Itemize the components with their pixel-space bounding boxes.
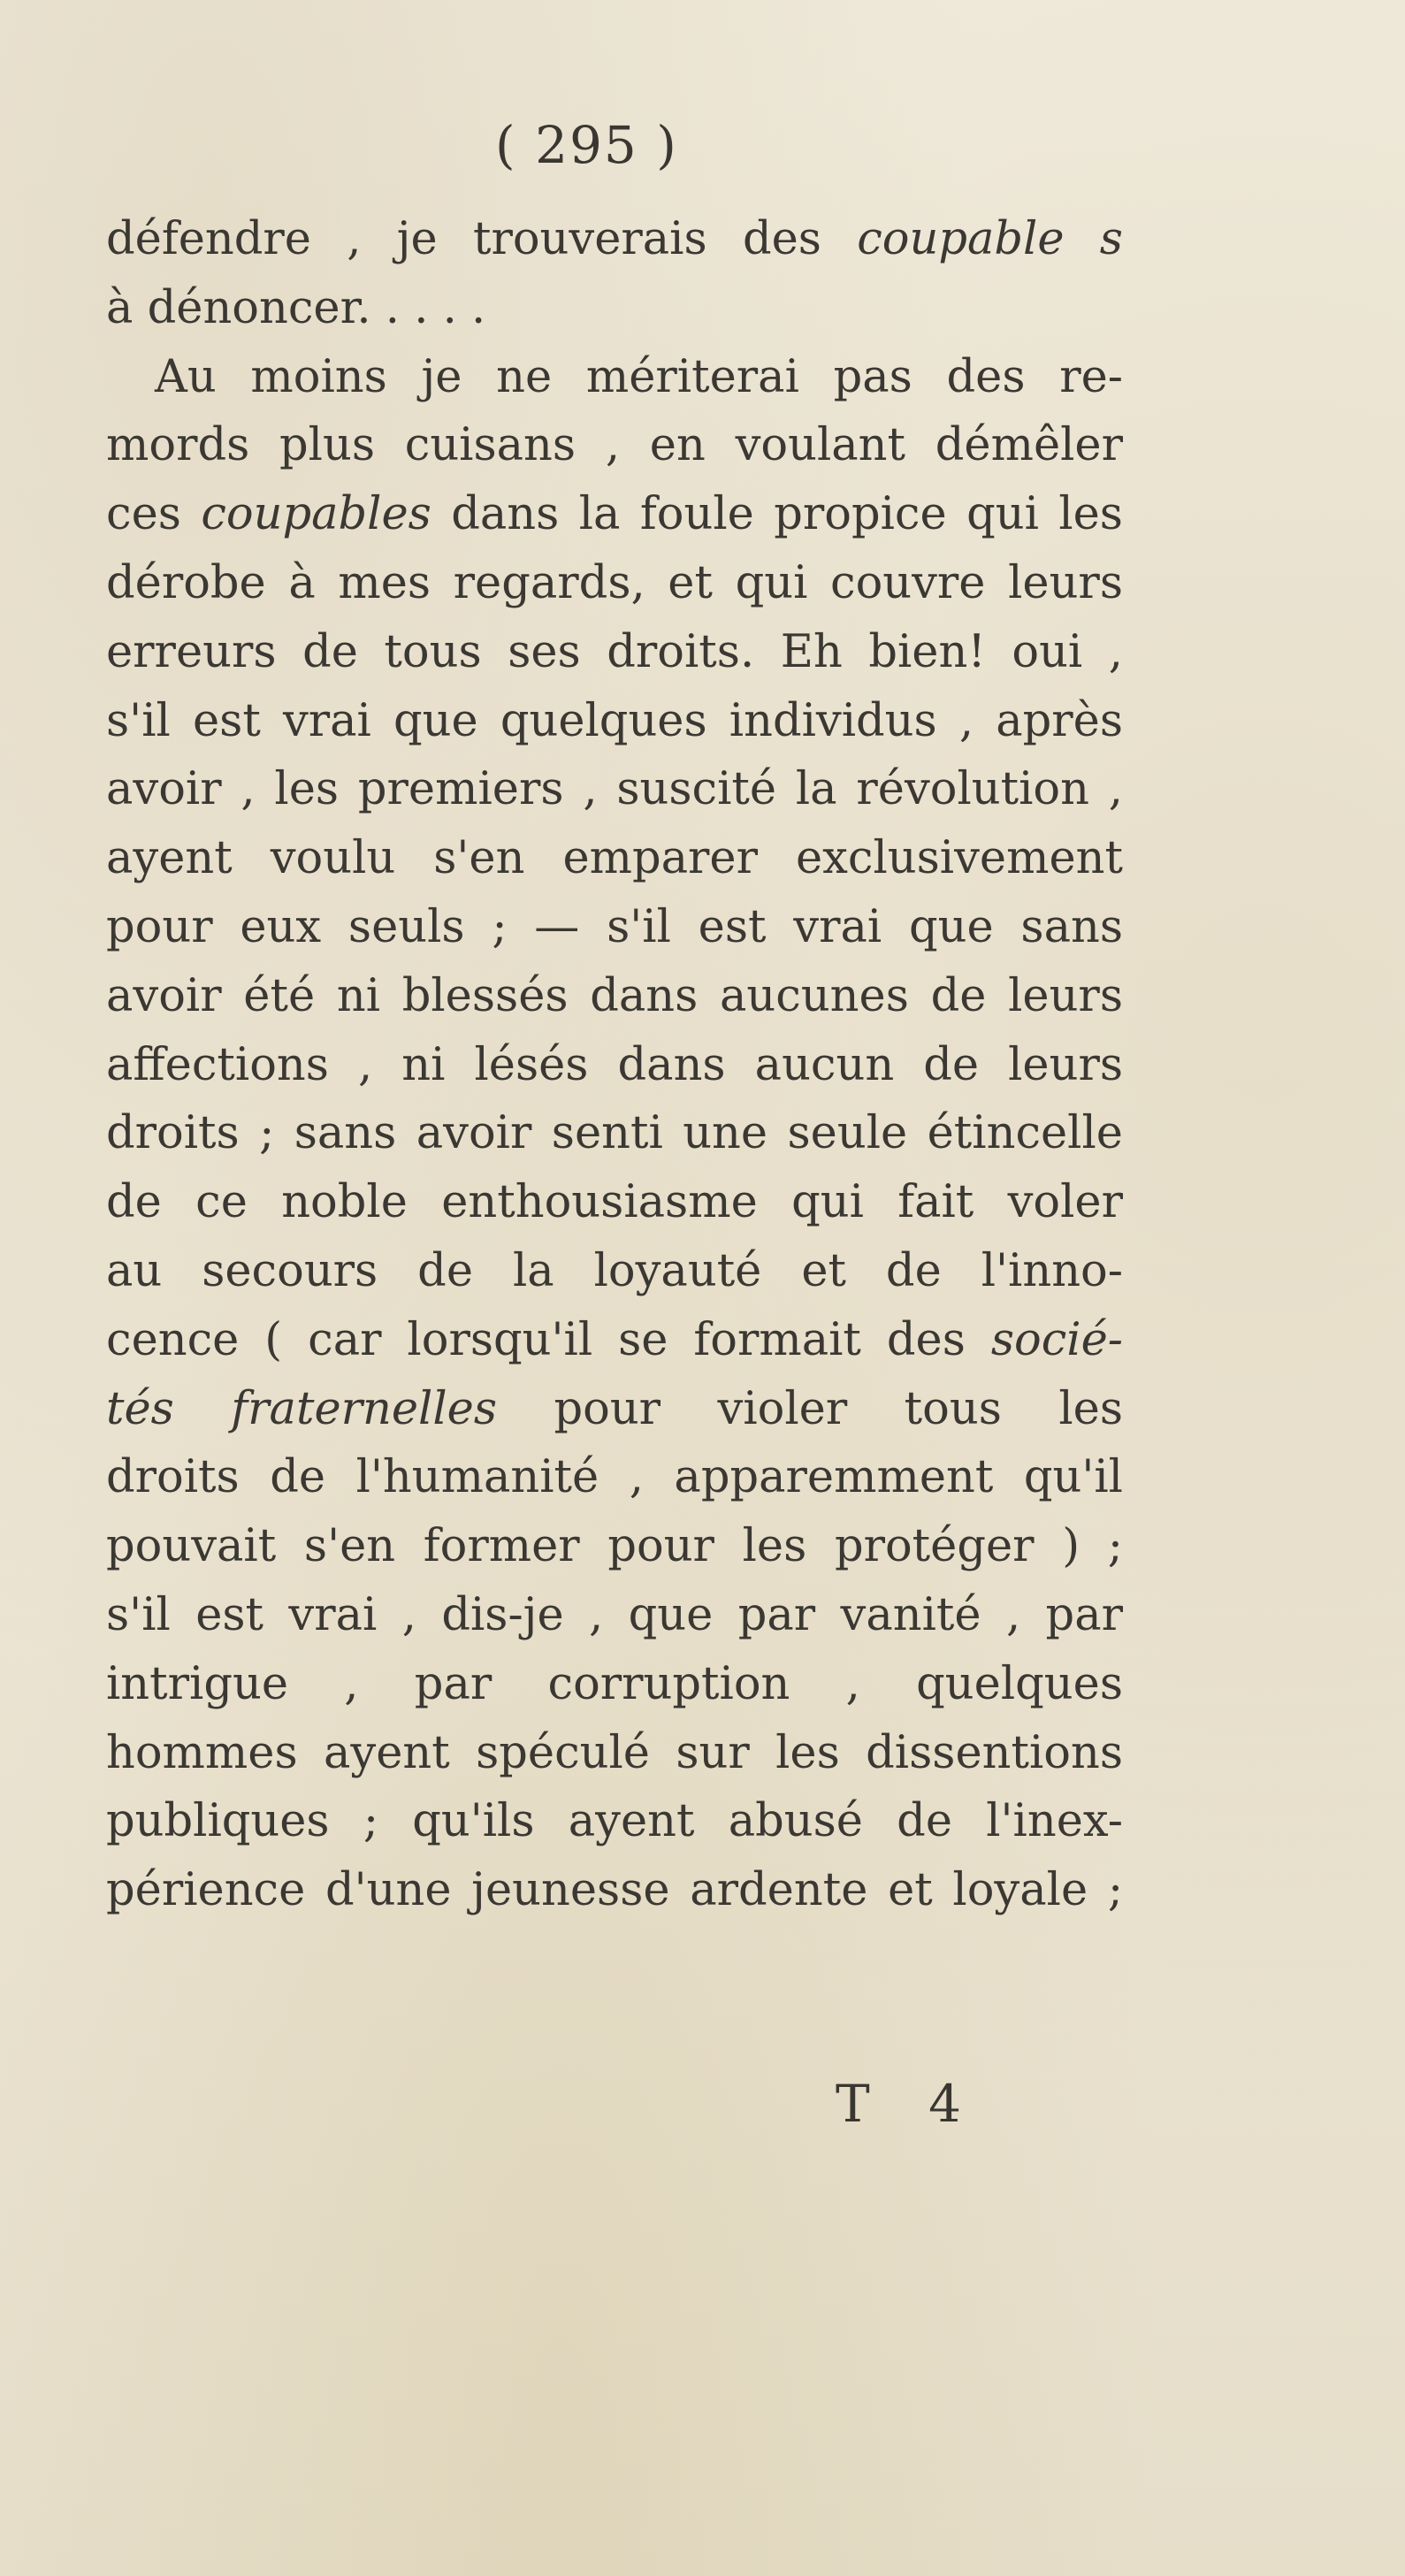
text-segment: dans la foule propice qui les (431, 488, 1123, 541)
text-line (106, 893, 1123, 962)
text-segment: ces (106, 488, 202, 541)
text-line (106, 1512, 1123, 1581)
text-line (106, 1719, 1123, 1788)
text-line (106, 480, 1123, 549)
text-segment: ayent voulu s'en emparer exclusivement (106, 832, 1123, 885)
italic-segment: coupable s (857, 213, 1123, 265)
text-line (106, 824, 1123, 893)
text-segment: hommes ayent spéculé sur les dissentions (106, 1726, 1123, 1779)
text-segment: affections , ni lésés dans aucun de leurs (106, 1038, 1123, 1091)
text-segment: s'il est vrai , dis-je , que par vanité , par (106, 1588, 1123, 1641)
text-segment: cence ( car lorsqu'il se formait des (106, 1313, 991, 1366)
text-segment: pouvait s'en former pour les protéger ) ; (106, 1520, 1123, 1573)
text-line (106, 1099, 1123, 1168)
text-line (106, 755, 1123, 824)
text-line (106, 1650, 1123, 1719)
text-line (106, 1168, 1123, 1237)
text-line (106, 549, 1123, 618)
text-segment: Au moins je ne mériterai pas des re- (155, 350, 1123, 403)
page-number: ( 295 ) (495, 115, 678, 175)
text-segment: défendre , je trouverais des (106, 213, 858, 265)
text-line (106, 618, 1123, 687)
text-line (106, 1031, 1123, 1100)
italic-segment: socié- (990, 1313, 1123, 1366)
text-line (106, 343, 1123, 412)
text-segment: avoir , les premiers , suscité la révolution , (106, 763, 1123, 816)
text-line (106, 205, 1123, 274)
italic-segment: tés fraternelles (106, 1382, 498, 1435)
italic-segment: coupables (201, 488, 431, 541)
text-segment: mords plus cuisans , en voulant démêler (106, 419, 1123, 472)
text-line (106, 962, 1123, 1031)
printer-signature-mark: T 4 (836, 2074, 983, 2134)
text-line (106, 274, 1123, 343)
text-segment: périence d'une jeunesse ardente et loyale ; (106, 1864, 1123, 1917)
text-line (106, 1856, 1123, 1925)
text-line (106, 1787, 1123, 1856)
text-line (106, 1237, 1123, 1306)
text-segment: pour violer tous les (497, 1382, 1123, 1435)
text-segment: intrigue , par corruption , quelques (106, 1657, 1123, 1710)
text-segment: droits ; sans avoir senti une seule étincelle (106, 1107, 1123, 1160)
text-line (106, 1306, 1123, 1375)
text-line (106, 1375, 1123, 1444)
text-segment: au secours de la loyauté et de l'inno- (106, 1244, 1123, 1297)
text-segment: de ce noble enthousiasme qui fait voler (106, 1176, 1123, 1229)
text-segment: dérobe à mes regards, et qui couvre leurs (106, 556, 1123, 609)
text-segment: avoir été ni blessés dans aucunes de leurs (106, 969, 1123, 1022)
text-segment: à dénoncer. . . . . (106, 281, 486, 334)
text-segment: publiques ; qu'ils ayent abusé de l'inex- (106, 1795, 1123, 1848)
text-line (106, 1581, 1123, 1650)
text-segment: s'il est vrai que quelques individus , après (106, 694, 1123, 747)
text-line (106, 687, 1123, 756)
text-segment: erreurs de tous ses droits. Eh bien! oui , (106, 625, 1123, 678)
text-line (106, 411, 1123, 480)
text-line (106, 1443, 1123, 1512)
body-text (106, 205, 1123, 1925)
text-segment: pour eux seuls ; — s'il est vrai que sans (106, 900, 1123, 953)
text-segment: droits de l'humanité , apparemment qu'il (106, 1451, 1123, 1504)
